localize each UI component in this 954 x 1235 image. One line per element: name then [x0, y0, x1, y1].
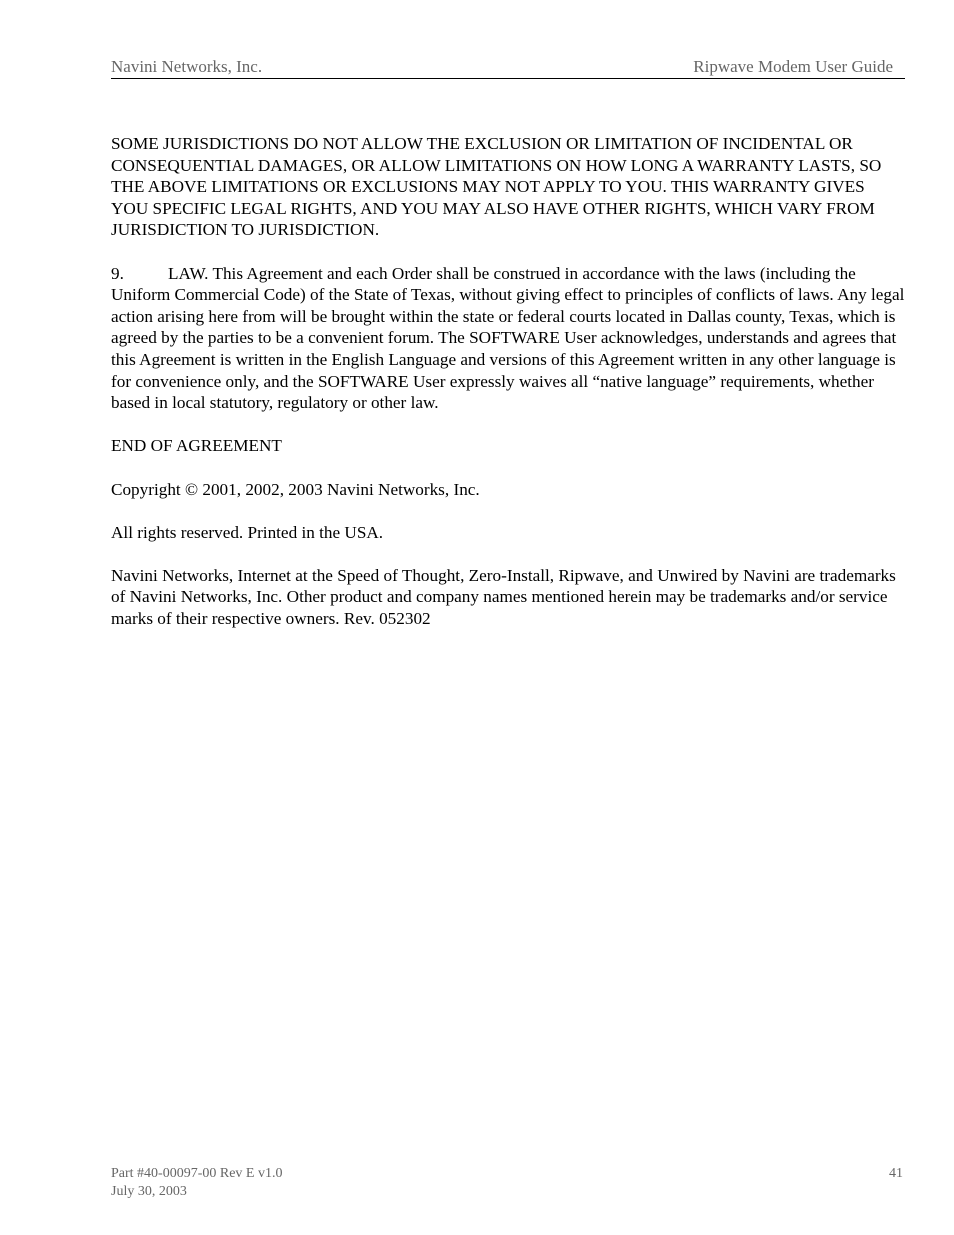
- page-header: [111, 56, 905, 79]
- document-body: [111, 133, 905, 651]
- end-of-agreement: END OF AGREEMENT: [111, 436, 282, 456]
- footer-info: [111, 1165, 282, 1201]
- footer-part-number: Part #40-00097-00 Rev E v1.0: [111, 1166, 283, 1181]
- header-company: Navini Networks, Inc.: [111, 57, 263, 76]
- copyright-notice: Copyright © 2001, 2002, 2003 Navini Networks, Inc.: [111, 479, 480, 499]
- law-section-number: 9.: [111, 263, 124, 283]
- footer-date: July 30, 2003: [111, 1184, 187, 1199]
- law-section-text: LAW. This Agreement and each Order shall be construed in accordance with the laws (including the Uniform Commercial Code) of the State of Texas, without giving effect to principles of conflicts of laws. Any legal action arising here from will be brought within the state or federal courts located in Dallas county, Texas, which is agreed by the parties to be a convenient forum. The SOFTWARE User acknowledges, understands and agrees that this Agreement is written in the English Language and versions of this Agreement written in any other language is for convenience only, and the SOFTWARE User expressly waives all “native language” requirements, whether based in local statutory, regulatory or other law.: [111, 263, 905, 413]
- header-guide-title: Ripwave Modem User Guide: [693, 57, 893, 76]
- page-number: 41: [889, 1166, 903, 1181]
- disclaimer-paragraph: SOME JURISDICTIONS DO NOT ALLOW THE EXCLUSION OR LIMITATION OF INCIDENTAL OR CONSEQUENTIAL DAMAGES, OR ALLOW LIMITATIONS ON HOW LONG A WARRANTY LASTS, SO THE ABOVE LIMITATIONS OR EXCLUSIONS MAY NOT APPLY TO YOU. THIS WARRANTY GIVES YOU SPECIFIC LEGAL RIGHTS, AND YOU MAY ALSO HAVE OTHER RIGHTS, WHICH VARY FROM JURISDICTION TO JURISDICTION.: [111, 134, 882, 240]
- rights-notice: All rights reserved. Printed in the USA.: [111, 522, 384, 542]
- trademarks-notice: Navini Networks, Internet at the Speed of Thought, Zero-Install, Ripwave, and Unwired by Navini are trademarks of Navini Networks, Inc. Other product and company names mentioned herein may be trademarks and/or service marks of their respective owners. Rev. 052302: [111, 565, 896, 629]
- law-paragraph: [111, 263, 905, 414]
